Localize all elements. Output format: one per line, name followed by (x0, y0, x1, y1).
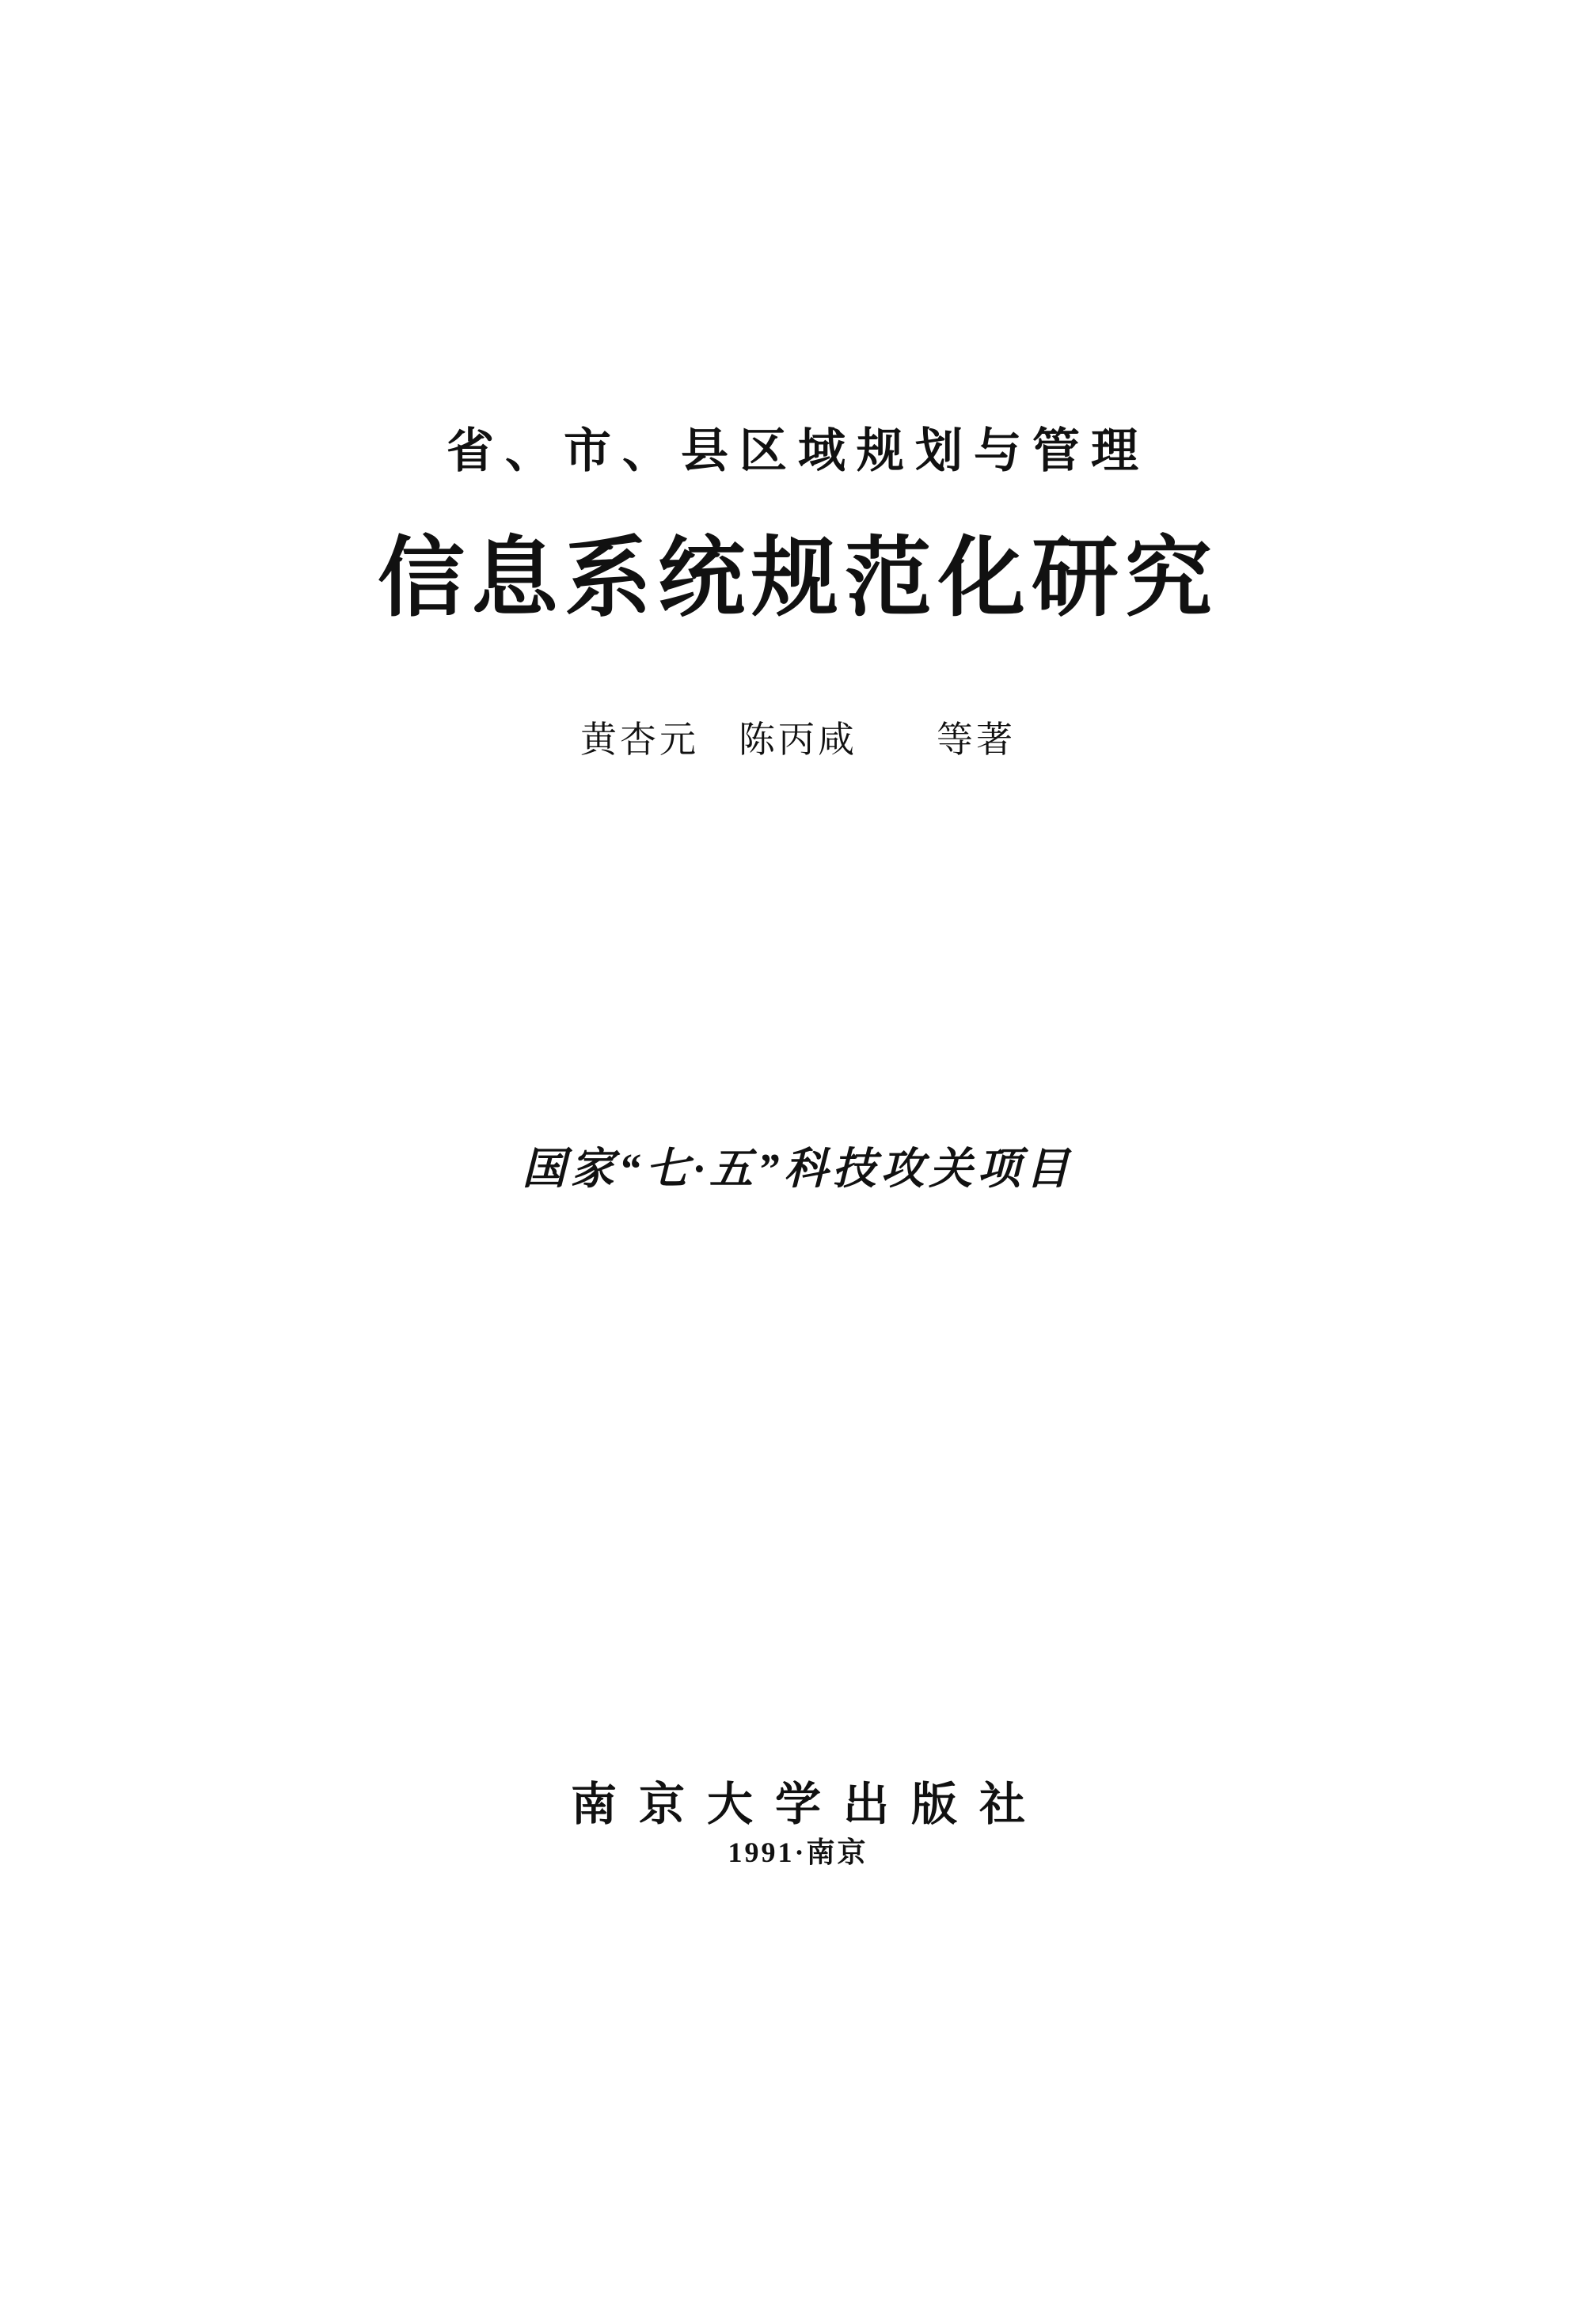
main-title: 信息系统规范化研究 (378, 530, 1218, 627)
publisher-name: 南京大学出版社 (570, 1779, 1047, 1830)
authors-line: 黄杏元 陈丙咸 等著 (580, 720, 1016, 760)
project-line: 国家“七·五”科技攻关项目 (522, 1145, 1074, 1193)
series-title: 省、市、县区域规划与管理 (446, 425, 1150, 477)
imprint-year-city: 1991·南京 (728, 1837, 868, 1868)
